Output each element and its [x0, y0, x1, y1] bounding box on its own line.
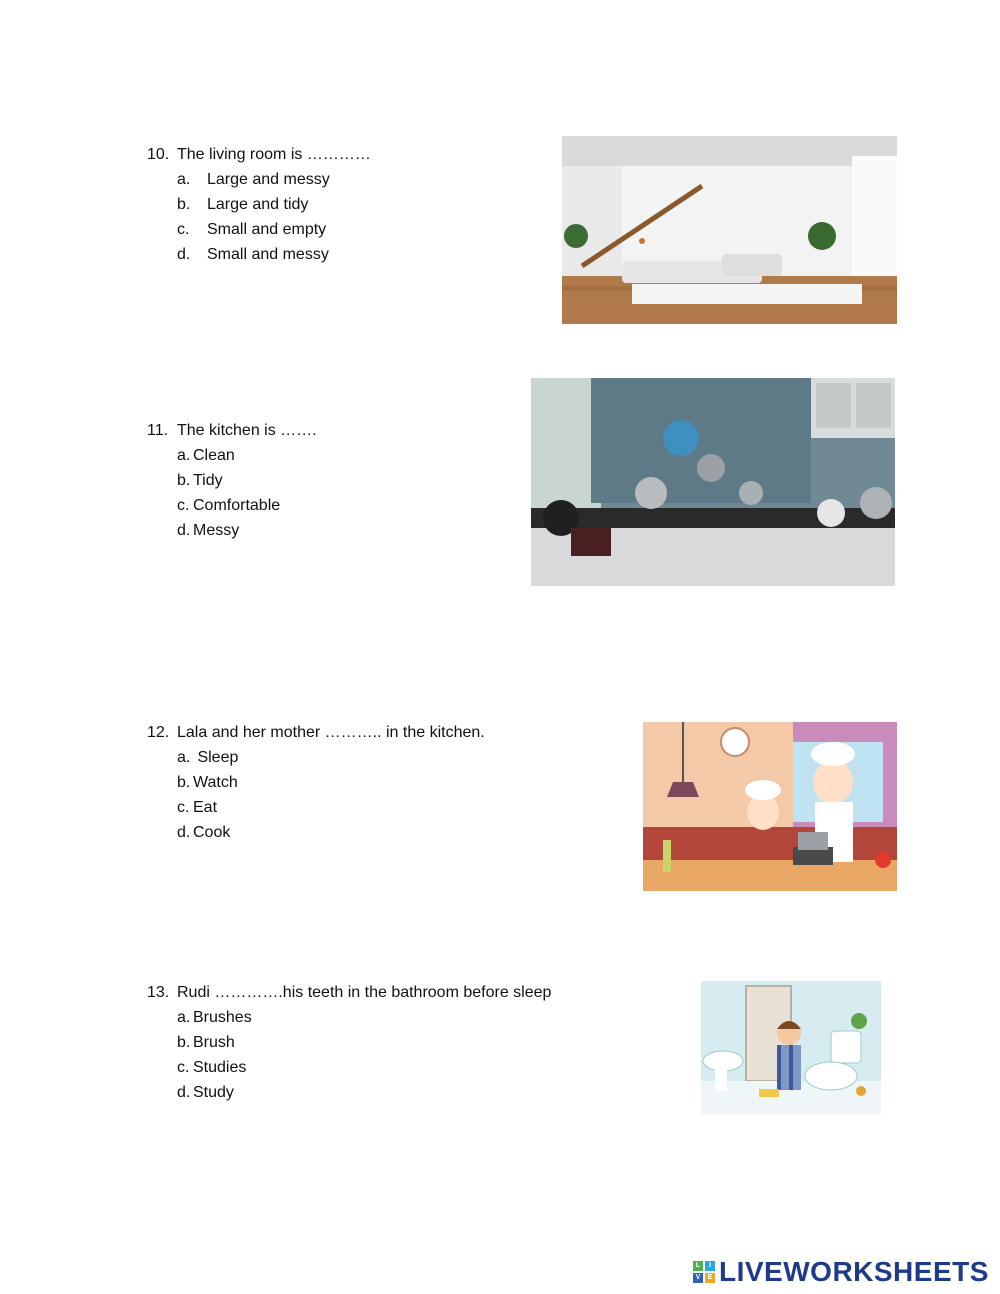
logo-mark-icon: L I V E — [693, 1261, 715, 1283]
question-number: 11. — [147, 422, 169, 439]
question-number: 10. — [147, 146, 170, 163]
liveworksheets-logo — [693, 1256, 989, 1288]
question-10 — [147, 142, 371, 267]
question-stem: The kitchen is ……. — [177, 422, 317, 439]
messy-kitchen-image — [531, 378, 895, 586]
cooking-kitchen-image — [643, 722, 897, 891]
option-b[interactable]: b. Watch — [177, 774, 238, 791]
logo-text: LIVEWORKSHEETS — [719, 1256, 989, 1287]
option-d[interactable]: d. Small and messy — [177, 246, 329, 263]
option-c[interactable]: c. Eat — [177, 799, 218, 816]
option-d[interactable]: d. Study — [177, 1084, 234, 1101]
option-d[interactable]: d. Messy — [177, 522, 240, 539]
bathroom-image — [701, 981, 881, 1114]
option-c[interactable]: c. Comfortable — [177, 497, 281, 514]
option-a[interactable]: a. Clean — [177, 447, 235, 464]
question-12 — [147, 720, 485, 845]
question-stem: The living room is ………… — [177, 146, 371, 163]
option-a[interactable]: a. Sleep — [177, 749, 239, 766]
living-room-image — [562, 136, 897, 324]
option-b[interactable]: b. Tidy — [177, 472, 223, 489]
option-c[interactable]: c. Small and empty — [177, 221, 327, 238]
option-b[interactable]: b. Large and tidy — [177, 196, 309, 213]
question-number: 13. — [147, 984, 170, 1001]
question-11 — [147, 418, 317, 543]
question-stem: Rudi ………….his teeth in the bathroom before sleep — [177, 984, 552, 1001]
question-13 — [147, 980, 551, 1105]
option-a[interactable]: a. Brushes — [177, 1009, 252, 1026]
option-b[interactable]: b. Brush — [177, 1034, 235, 1051]
question-stem: Lala and her mother ……….. in the kitchen. — [177, 724, 485, 741]
option-a[interactable]: a. Large and messy — [177, 171, 330, 188]
option-c[interactable]: c. Studies — [177, 1059, 247, 1076]
question-number: 12. — [147, 724, 170, 741]
option-d[interactable]: d. Cook — [177, 824, 231, 841]
